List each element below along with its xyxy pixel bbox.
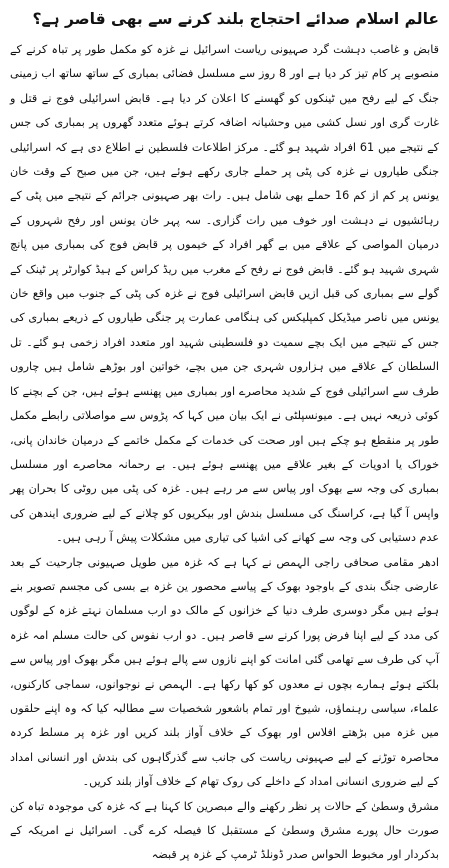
article-body [10,38,439,868]
article-paragraph-3: مشرق وسطیٰ کے حالات پر نظر رکھنے والے مبصرین کا کہنا ہے کہ غزہ کی موجودہ تباہ کن صورت حال پورے مشرق وسطیٰ کے مستقبل کا فیصلہ کرے گی۔ اسرائیل نے امریکہ کے بدکردار اور مخبوط الحواس صدر ڈونلڈ ٹرمپ کے غزہ پر قبضہ [10,799,439,862]
article-headline: عالم اسلام صدائے احتجاج بلند کرنے سے بھی قاصر ہے؟ [32,10,439,28]
article-paragraph-1: قابض و غاصب دہشت گرد صہیونی ریاست اسرائیل نے غزہ کو مکمل طور پر تباہ کرنے کے منصوبے پر کام تیز کر دیا ہے اور 8 روز سے مسلسل فضائی بمباری کے ساتھ ساتھ اب زمینی جنگ کے لیے رفح میں ٹینکوں کو گھسنے کا اعلان کر دیا ہے۔ قابض اسرائیلی فوج نے قتل و غارت گری اور نسل کشی میں وحشیانہ اضافہ کرتے ہوئے متعدد گھروں پر بمباری کی جس کے نتیجے میں 61 افراد شہید ہو گئے۔ مرکز اطلاعات فلسطین نے اطلاع دی ہے کہ اسرائیلی جنگی طیاروں نے غزہ کی پٹی پر حملے جاری رکھے ہوئے ہیں، جن میں صبح کے وقت خان یونس پر کم از کم 16 حملے بھی شامل ہیں۔ رات بھر صہیونی جرائم کے نتیجے میں پٹی کے رہائشیوں نے دہشت اور خوف میں رات گزاری۔ سہ پہر خان یونس اور رفح شہروں کے درمیان المواصی کے علاقے میں بے گھر افراد کے خیموں پر قابض فوج کی بمباری میں پانچ شہری شہید ہو گئے۔ قابض فوج نے رفح کے مغرب میں ریڈ کراس کے ہیڈ کوارٹر پر ٹینک کے گولے سے بمباری کی قبل ازیں قابض اسرائیلی فوج نے غزہ کی پٹی کے جنوب میں واقع خان یونس میں ناصر میڈیکل کمپلیکس کی ہنگامی عمارت پر جنگی طیاروں کے ذریعے بمباری کی جس کے نتیجے میں ایک بچے سمیت دو فلسطینی شہید اور متعدد افراد زخمی ہو گئے۔ تل السلطان کے علاقے میں ہزاروں شہری جن میں بچے، خواتین اور بوڑھے شامل ہیں چاروں طرف سے اسرائیلی فوج کے شدید محاصرے اور بمباری میں پھنسے ہوئے ہیں، جن کے بچنے کا کوئی ذریعہ نہیں ہے۔ میونسپلٹی نے ایک بیان میں کہا کہ پڑوس سے مواصلاتی رابطے مکمل طور پر منقطع ہو چکے ہیں اور صحت کی خدمات کے مکمل خاتمے کے درمیان خاندان پانی، خوراک یا ادویات کے بغیر علاقے میں پھنسے ہوئے ہیں۔ بے رحمانہ محاصرے اور مسلسل بمباری کی وجہ سے بھوک اور پیاس سے مر رہے ہیں۔ غزہ کی پٹی میں روٹی کا بحران پھر واپس آ گیا ہے، کراسنگ کی مسلسل بندش اور بیکریوں کو چلانے کے لیے ضروری ایندھن کی عدم دستیابی کی وجہ سے کھانے کی اشیا کی تیاری میں مشکلات پیش آ رہی ہیں۔ [10,43,440,545]
article-paragraph-2: ادھر مقامی صحافی راجی الہمص نے کہا ہے کہ غزہ میں طویل صہیونی جارحیت کے بعد عارضی جنگ بندی کے باوجود بھوک کے پیاسے محصور ین غزہ بے بسی کی مجسم تصویر بنے ہوئے ہیں مگر دوسری طرف دنیا کے خزانوں کے مالک دو ارب مسلمان نہتے غزہ کے لوگوں کی مدد کے لیے اپنا فرض پورا کرنے سے قاصر ہیں۔ دو ارب نفوس کی حالت مسلم امہ غزہ آپ کی طرف سے تھامی گئی امانت کو اپنے نازوں سے پالے ہوئے ہیں مگر بھوک اور پیاس سے بلکتے ہوئے ہمارے بچوں نے معدوں کو کھا رکھا ہے۔ الہمص نے نوجوانوں، سماجی کارکنوں، علماء، سیاسی رہنماؤں، شیوخ اور تمام باشعور شخصیات سے مطالبہ کیا کہ وہ اپنے حلقوں میں غزہ میں بڑھتے افلاس اور بھوک کے خلاف آواز بلند کریں اور غزہ پر مسلط کردہ محاصرہ توڑنے کے لیے صہیونی ریاست کی جانب سے گذرگاہوں کی بندش اور انسانی امداد کے لیے ضروری انسانی امداد کے داخلے کی روک تھام کے خلاف آواز بلند کریں۔ [10,555,439,789]
